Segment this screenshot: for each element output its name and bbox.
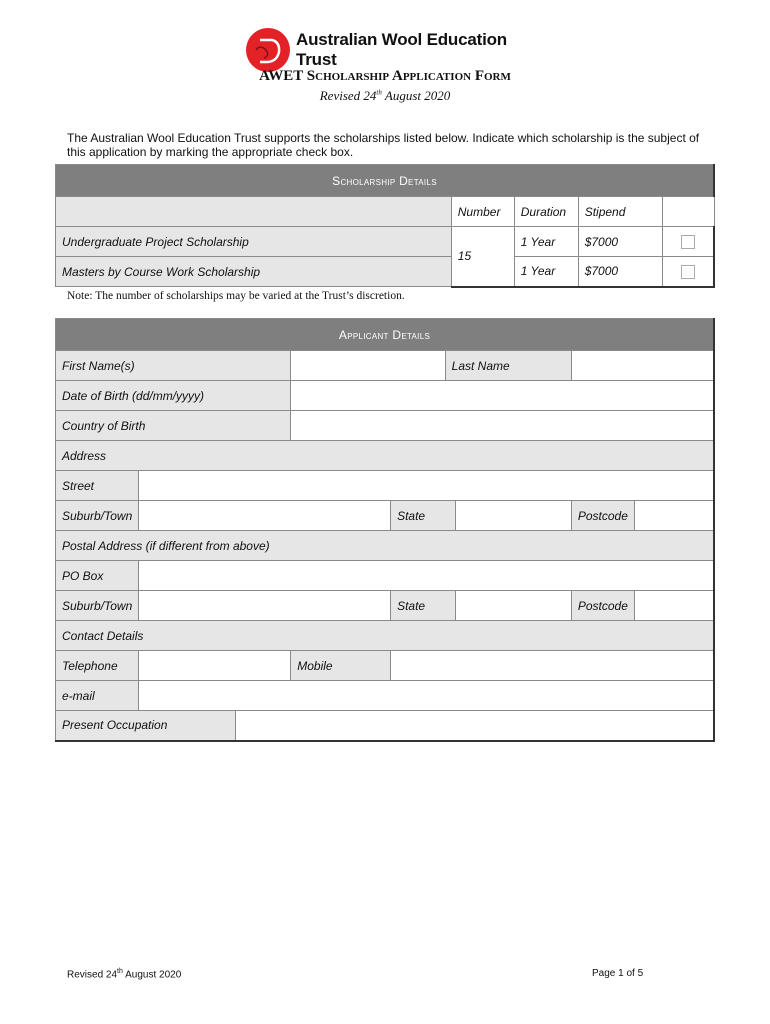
last-name-field[interactable]	[571, 351, 714, 381]
header-check	[662, 197, 714, 227]
scholarship-stipend: $7000	[578, 257, 662, 287]
last-name-label: Last Name	[445, 351, 571, 381]
revised-date: Revised 24th August 2020	[319, 88, 451, 103]
first-name-field[interactable]	[291, 351, 445, 381]
scholarship-checkbox-cell[interactable]	[662, 227, 714, 257]
country-field[interactable]	[291, 411, 714, 441]
applicant-table	[55, 318, 715, 742]
postal-address-heading: Postal Address (if different from above)	[56, 531, 715, 561]
postal-state-label: State	[391, 591, 456, 621]
dob-label: Date of Birth (dd/mm/yyyy)	[56, 381, 291, 411]
mobile-field[interactable]	[391, 651, 714, 681]
email-label: e-mail	[56, 681, 139, 711]
contact-heading: Contact Details	[56, 621, 715, 651]
scholarship-table	[55, 164, 715, 288]
suburb-field[interactable]	[139, 501, 391, 531]
scholarship-number: 15	[451, 227, 514, 287]
scholarship-duration: 1 Year	[514, 257, 578, 287]
telephone-field[interactable]	[139, 651, 291, 681]
street-label: Street	[56, 471, 139, 501]
scholarship-name: Masters by Course Work Scholarship	[56, 257, 452, 287]
postal-postcode-field[interactable]	[634, 591, 714, 621]
dob-field[interactable]	[291, 381, 714, 411]
logo	[246, 28, 536, 72]
suburb-label: Suburb/Town	[56, 501, 139, 531]
postal-state-field[interactable]	[455, 591, 571, 621]
org-name: Australian Wool Education Trust	[296, 30, 507, 69]
mobile-label: Mobile	[291, 651, 391, 681]
scholarship-stipend: $7000	[578, 227, 662, 257]
intro-text: The Australian Wool Education Trust supports the scholarships listed below. Indicate which scholarship is the subject of this application by marking the appropriate check box.	[67, 131, 700, 159]
form-title: AWET Scholarship Application Form	[259, 68, 511, 84]
header-number: Number	[451, 197, 514, 227]
telephone-label: Telephone	[56, 651, 139, 681]
postal-suburb-field[interactable]	[139, 591, 391, 621]
postal-postcode-label: Postcode	[571, 591, 634, 621]
undergraduate-checkbox[interactable]	[681, 235, 695, 249]
country-label: Country of Birth	[56, 411, 291, 441]
postcode-label: Postcode	[571, 501, 634, 531]
scholarship-header-blank	[56, 197, 452, 227]
po-box-field[interactable]	[139, 561, 714, 591]
scholarship-name: Undergraduate Project Scholarship	[56, 227, 452, 257]
po-box-label: PO Box	[56, 561, 139, 591]
scholarship-section-title: Scholarship Details	[56, 165, 715, 197]
occupation-field[interactable]	[236, 711, 714, 741]
applicant-section-title: Applicant Details	[56, 319, 715, 351]
postcode-field[interactable]	[634, 501, 714, 531]
page-number: Page 1 of 5	[592, 968, 644, 979]
state-field[interactable]	[455, 501, 571, 531]
masters-checkbox[interactable]	[681, 265, 695, 279]
awet-logo-icon	[246, 28, 290, 72]
scholarship-note: Note: The number of scholarships may be varied at the Trust’s discretion.	[67, 290, 405, 302]
first-name-label: First Name(s)	[56, 351, 291, 381]
footer-revised: Revised 24th August 2020	[67, 968, 182, 981]
header-duration: Duration	[514, 197, 578, 227]
postal-suburb-label: Suburb/Town	[56, 591, 139, 621]
email-field[interactable]	[139, 681, 714, 711]
street-field[interactable]	[139, 471, 714, 501]
scholarship-checkbox-cell[interactable]	[662, 257, 714, 287]
scholarship-duration: 1 Year	[514, 227, 578, 257]
header-stipend: Stipend	[578, 197, 662, 227]
occupation-label: Present Occupation	[56, 711, 236, 741]
address-heading: Address	[56, 441, 715, 471]
state-label: State	[391, 501, 456, 531]
